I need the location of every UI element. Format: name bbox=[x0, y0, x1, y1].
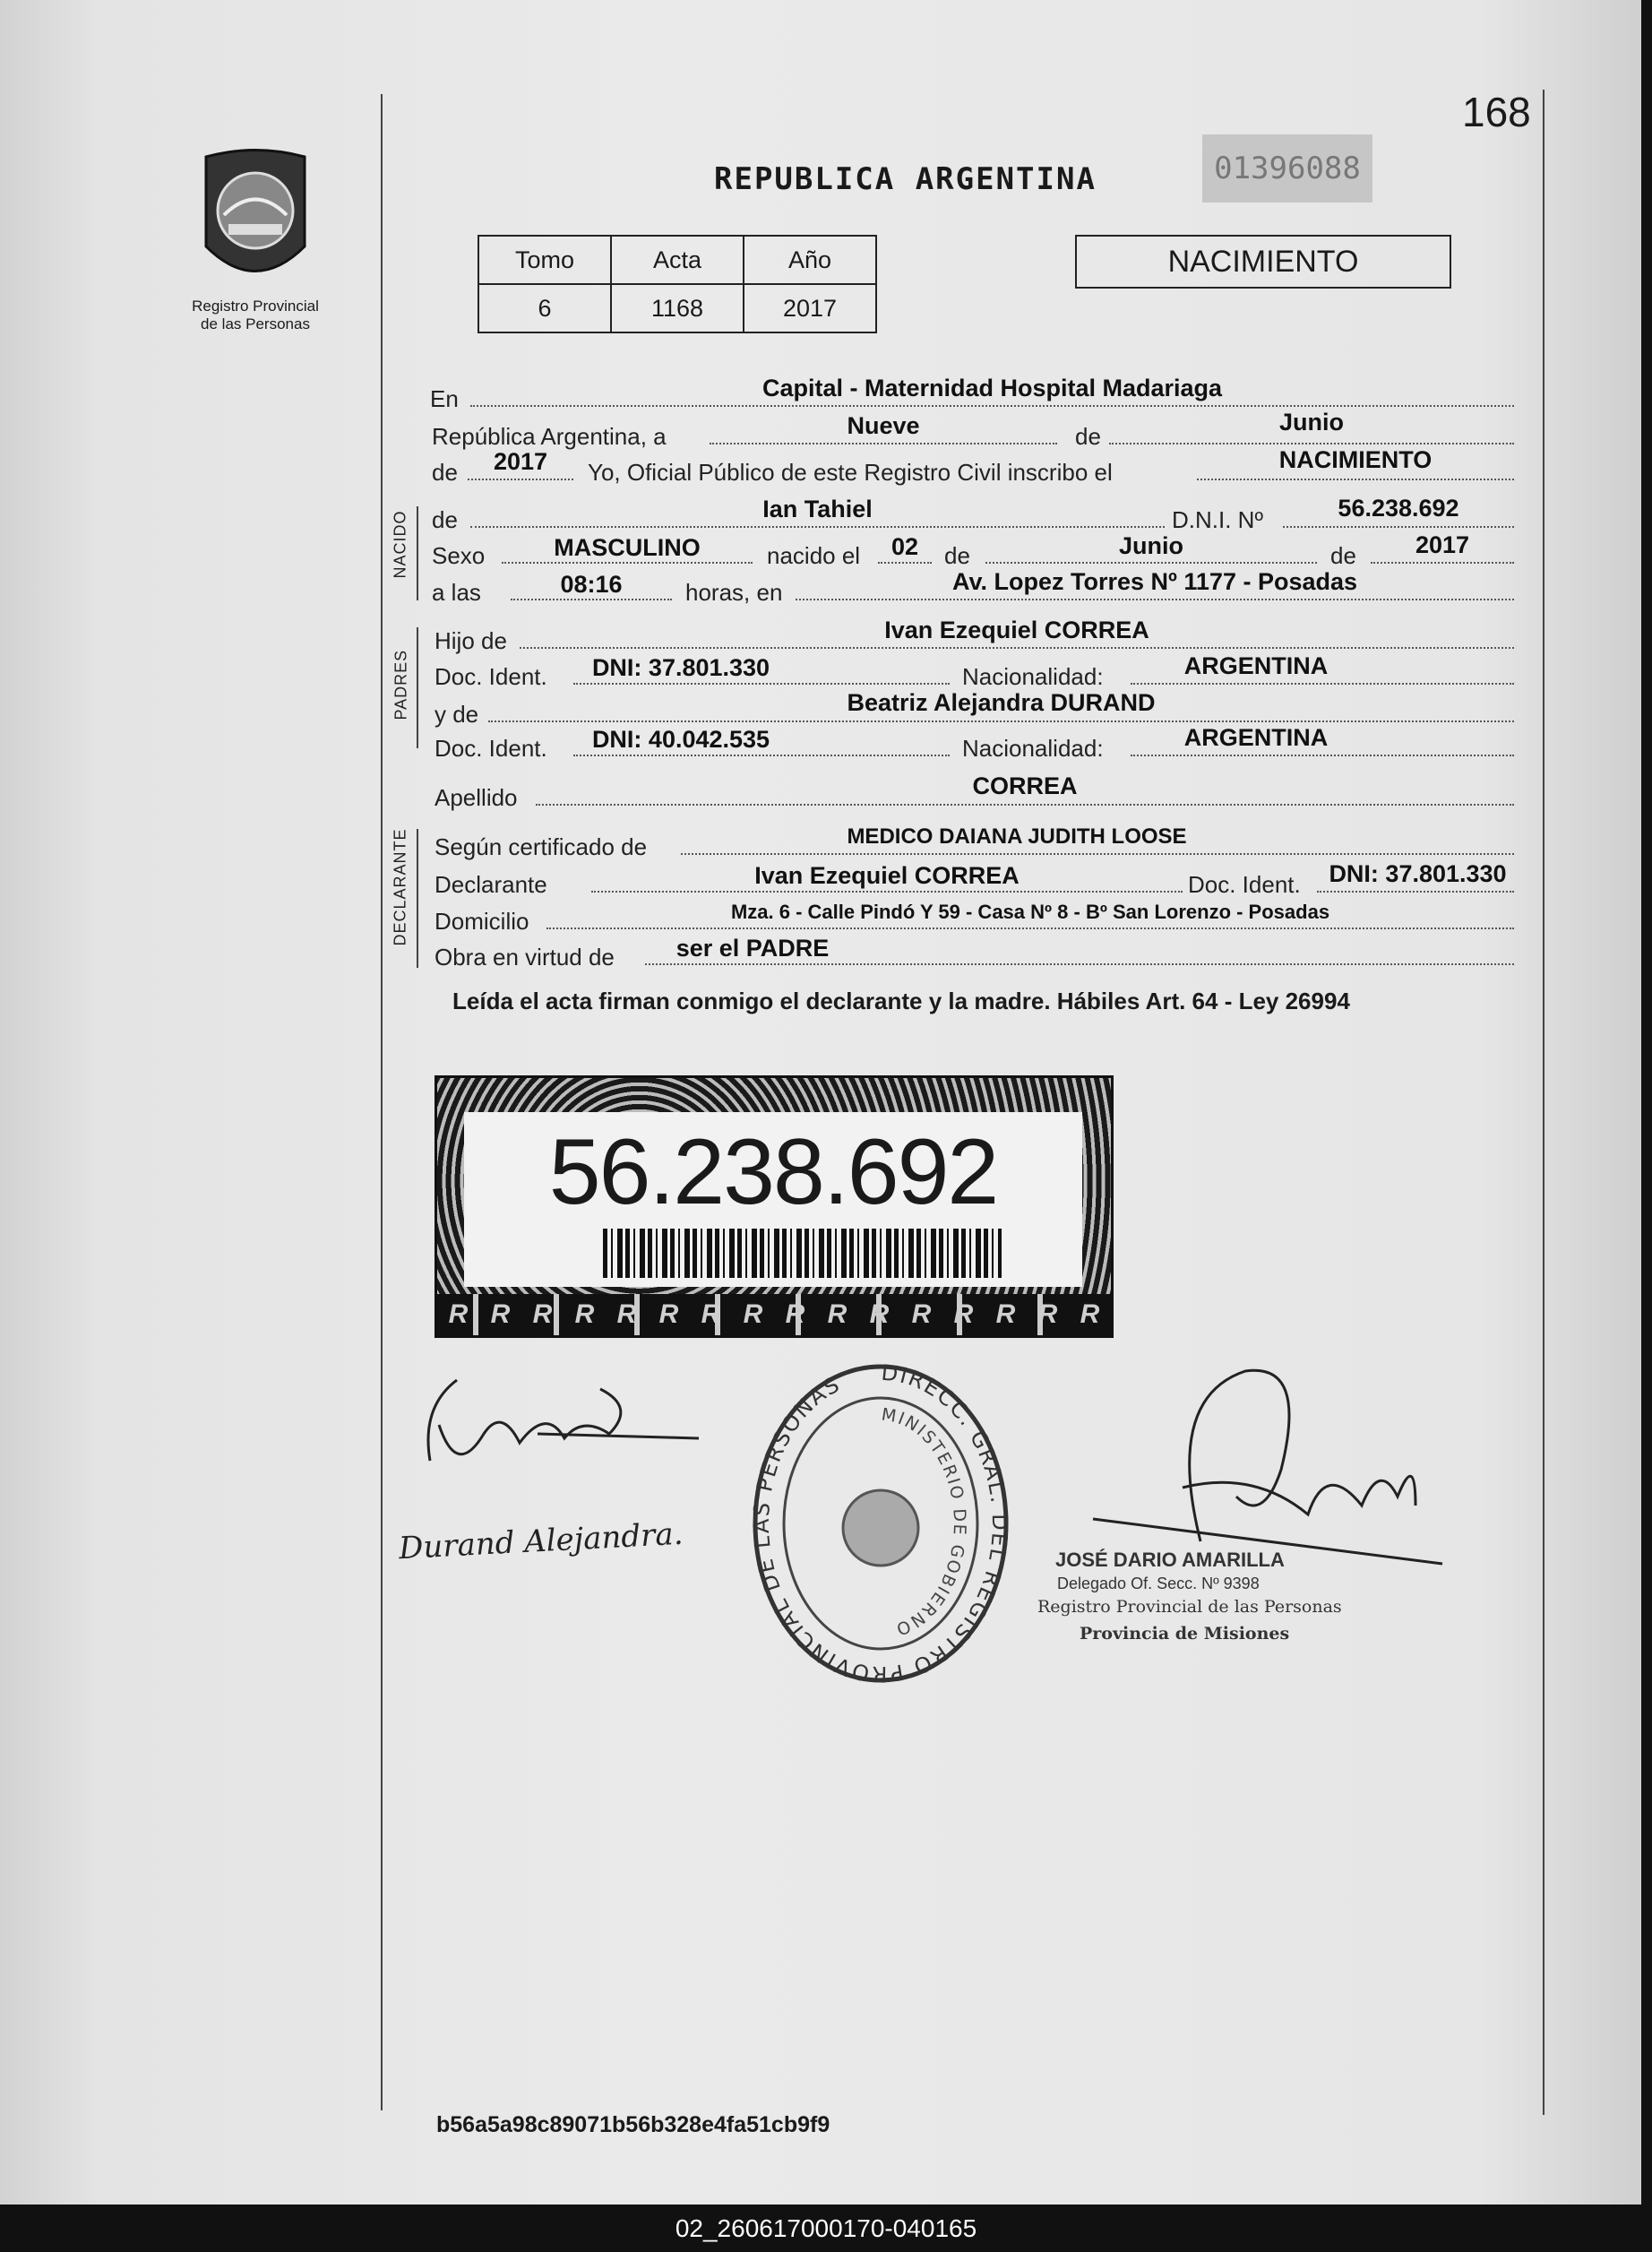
dots-padre-nac bbox=[1131, 683, 1514, 685]
label-en: En bbox=[430, 385, 459, 412]
dots-mes-nac bbox=[985, 562, 1317, 564]
value-apellido: CORREA bbox=[972, 772, 1078, 799]
stamp-ring-text: DIRECC. GRAL. DEL REGISTRO PROVINCIAL DE LAS PERSONAS bbox=[748, 1359, 1012, 1687]
barcode-number: 56.238.692 bbox=[548, 1120, 998, 1224]
label-doc-ident-madre: Doc. Ident. bbox=[435, 735, 547, 762]
dots-hora bbox=[511, 599, 672, 600]
province-seal-icon bbox=[188, 148, 323, 291]
official-province: Provincia de Misiones bbox=[1080, 1624, 1290, 1644]
value-domicilio: Mza. 6 - Calle Pindó Y 59 - Casa Nº 8 - Bº San Lorenzo - Posadas bbox=[730, 901, 1330, 923]
header-title: REPUBLICA ARGENTINA bbox=[714, 161, 1097, 197]
official-name: JOSÉ DARIO AMARILLA bbox=[1055, 1549, 1285, 1571]
value-padre-dni: DNI: 37.801.330 bbox=[591, 654, 770, 681]
mother-signature: Durand Alejandra. bbox=[398, 1515, 684, 1567]
padres-bracket bbox=[417, 627, 418, 748]
stamp-inner-text: MINISTERIO DE GOBIERNO bbox=[880, 1404, 970, 1640]
official-stamp bbox=[746, 1358, 1015, 1689]
dots-lugar-nac bbox=[796, 599, 1514, 600]
label-de-nombre: de bbox=[432, 506, 458, 533]
label-doc-ident-declarante: Doc. Ident. bbox=[1188, 871, 1301, 898]
dots-tipo bbox=[1197, 479, 1514, 480]
r-mark-icon: R bbox=[785, 1299, 805, 1329]
value-dia: Nueve bbox=[847, 412, 920, 439]
r-mark-icon: R bbox=[658, 1299, 679, 1329]
dots-obra bbox=[645, 963, 1514, 965]
serial-number: 01396088 bbox=[1202, 134, 1372, 203]
r-mark-icon: R bbox=[953, 1299, 974, 1329]
r-mark-icon: R bbox=[1037, 1299, 1058, 1329]
r-mark-icon: R bbox=[995, 1299, 1016, 1329]
value-madre-nac: ARGENTINA bbox=[1183, 724, 1329, 751]
value-sexo: MASCULINO bbox=[554, 534, 701, 561]
value-lugar-nac: Av. Lopez Torres Nº 1177 - Posadas bbox=[951, 568, 1358, 595]
label-apellido: Apellido bbox=[435, 784, 518, 811]
dots-madre bbox=[488, 720, 1514, 722]
dots-en bbox=[470, 405, 1514, 407]
r-mark-icon: R bbox=[532, 1299, 553, 1329]
dots-apellido bbox=[536, 804, 1514, 806]
section-label-nacido: NACIDO bbox=[391, 510, 409, 579]
value-obra: ser el PADRE bbox=[675, 935, 830, 962]
label-de-anio: de bbox=[432, 459, 458, 486]
label-declarante: Declarante bbox=[435, 871, 547, 898]
label-y-de: y de bbox=[435, 701, 479, 728]
logo-caption: Registro Provincial de las Personas bbox=[192, 298, 319, 332]
r-mark-icon: R bbox=[869, 1299, 890, 1329]
value-madre-dni: DNI: 40.042.535 bbox=[591, 726, 770, 753]
dots-anio bbox=[468, 479, 573, 480]
value-lugar: Capital - Maternidad Hospital Madariaga bbox=[761, 375, 1223, 401]
r-mark-icon: R bbox=[448, 1299, 469, 1329]
dots-declarante-dni bbox=[1317, 891, 1514, 893]
dni-barcode-label bbox=[435, 1075, 1114, 1338]
value-padre: Ivan Ezequiel CORREA bbox=[884, 617, 1149, 643]
dots-certificado bbox=[681, 853, 1514, 855]
label-nacionalidad-padre: Nacionalidad: bbox=[962, 663, 1104, 690]
r-mark-icon: R bbox=[616, 1299, 637, 1329]
document-type-box: NACIMIENTO bbox=[1075, 235, 1451, 289]
value-madre: Beatriz Alejandra DURAND bbox=[847, 689, 1156, 716]
r-mark-icon: R bbox=[911, 1299, 932, 1329]
dots-dni bbox=[1283, 526, 1514, 528]
r-mark-icon: R bbox=[574, 1299, 595, 1329]
dots-nombre bbox=[470, 526, 1165, 528]
dots-madre-dni bbox=[573, 755, 950, 756]
value-certificado: MEDICO DAIANA JUDITH LOOSE bbox=[847, 824, 1187, 849]
value-padre-nac: ARGENTINA bbox=[1183, 652, 1329, 679]
label-horas-en: horas, en bbox=[685, 579, 783, 606]
table-header-tomo: Tomo bbox=[478, 236, 611, 284]
right-margin-line bbox=[1543, 90, 1544, 2115]
value-nombre: Ian Tahiel bbox=[762, 496, 873, 522]
dots-dia bbox=[710, 443, 1057, 444]
value-anio-nac: 2017 bbox=[1415, 531, 1470, 558]
record-table bbox=[478, 235, 877, 333]
table-header-acta: Acta bbox=[611, 236, 744, 284]
document-hash: b56a5a98c89071b56b328e4fa51cb9f9 bbox=[436, 2112, 830, 2137]
dots-sexo bbox=[502, 562, 753, 564]
label-de-mes: de bbox=[1075, 423, 1101, 450]
official-org: Registro Provincial de las Personas bbox=[1037, 1597, 1342, 1617]
barcode-inner-panel bbox=[464, 1112, 1082, 1287]
section-label-declarante: DECLARANTE bbox=[391, 828, 409, 946]
value-anio: 2017 bbox=[493, 448, 548, 475]
dots-padre-dni bbox=[573, 683, 950, 685]
dots-padre bbox=[520, 647, 1514, 649]
value-declarante-dni: DNI: 37.801.330 bbox=[1329, 860, 1507, 887]
label-nacido-el: nacido el bbox=[767, 542, 861, 569]
dots-dia-nac bbox=[878, 562, 932, 564]
dots-domicilio bbox=[546, 928, 1514, 929]
label-obra: Obra en virtud de bbox=[435, 944, 615, 971]
label-a-las: a las bbox=[432, 579, 481, 606]
r-mark-icon: R bbox=[701, 1299, 721, 1329]
r-mark-icon: R bbox=[490, 1299, 511, 1329]
label-dni: D.N.I. Nº bbox=[1172, 506, 1263, 533]
barcode-r-strip bbox=[437, 1294, 1111, 1335]
label-sexo: Sexo bbox=[432, 542, 486, 569]
r-mark-icon: R bbox=[1080, 1299, 1100, 1329]
declarante-bracket bbox=[417, 829, 418, 968]
left-margin-line bbox=[381, 94, 383, 2110]
r-mark-icon: R bbox=[743, 1299, 763, 1329]
value-mes: Junio bbox=[1279, 409, 1344, 436]
barcode-bars bbox=[603, 1229, 1002, 1278]
official-role: Delegado Of. Secc. Nº 9398 bbox=[1057, 1575, 1260, 1592]
value-dni: 56.238.692 bbox=[1338, 495, 1459, 522]
value-dia-nac: 02 bbox=[891, 533, 919, 560]
table-header-anio: Año bbox=[744, 236, 876, 284]
label-domicilio: Domicilio bbox=[435, 908, 529, 935]
dots-declarante bbox=[591, 891, 1183, 893]
value-tipo: NACIMIENTO bbox=[1278, 446, 1433, 473]
value-mes-nac: Junio bbox=[1119, 532, 1183, 559]
section-label-padres: PADRES bbox=[391, 649, 410, 720]
father-signature bbox=[403, 1371, 717, 1488]
official-signature bbox=[985, 1362, 1451, 1577]
label-de-m: de bbox=[944, 542, 970, 569]
nacido-bracket bbox=[417, 506, 418, 600]
r-mark-icon: R bbox=[827, 1299, 848, 1329]
label-republica: República Argentina, a bbox=[432, 423, 667, 450]
label-de-a: de bbox=[1330, 542, 1356, 569]
legal-note: Leída el acta firman conmigo el declarante y la madre. Hábiles Art. 64 - Ley 26994 bbox=[452, 988, 1350, 1014]
dots-madre-nac bbox=[1131, 755, 1514, 756]
label-oficial: Yo, Oficial Público de este Registro Civil inscribo el bbox=[588, 459, 1113, 486]
label-hijo-de: Hijo de bbox=[435, 627, 507, 654]
table-value-anio: 2017 bbox=[744, 284, 876, 332]
label-nacionalidad-madre: Nacionalidad: bbox=[962, 735, 1104, 762]
label-doc-ident-padre: Doc. Ident. bbox=[435, 663, 547, 690]
value-declarante: Ivan Ezequiel CORREA bbox=[754, 862, 1020, 889]
label-segun: Según certificado de bbox=[435, 833, 648, 860]
province-logo bbox=[188, 148, 323, 291]
value-hora: 08:16 bbox=[560, 571, 623, 598]
file-label: 02_260617000170-040165 bbox=[675, 2213, 977, 2242]
page-number: 168 bbox=[1462, 89, 1531, 135]
dots-anio-nac bbox=[1371, 562, 1514, 564]
dots-mes bbox=[1109, 443, 1514, 444]
table-value-acta: 1168 bbox=[611, 284, 744, 332]
table-value-tomo: 6 bbox=[478, 284, 611, 332]
